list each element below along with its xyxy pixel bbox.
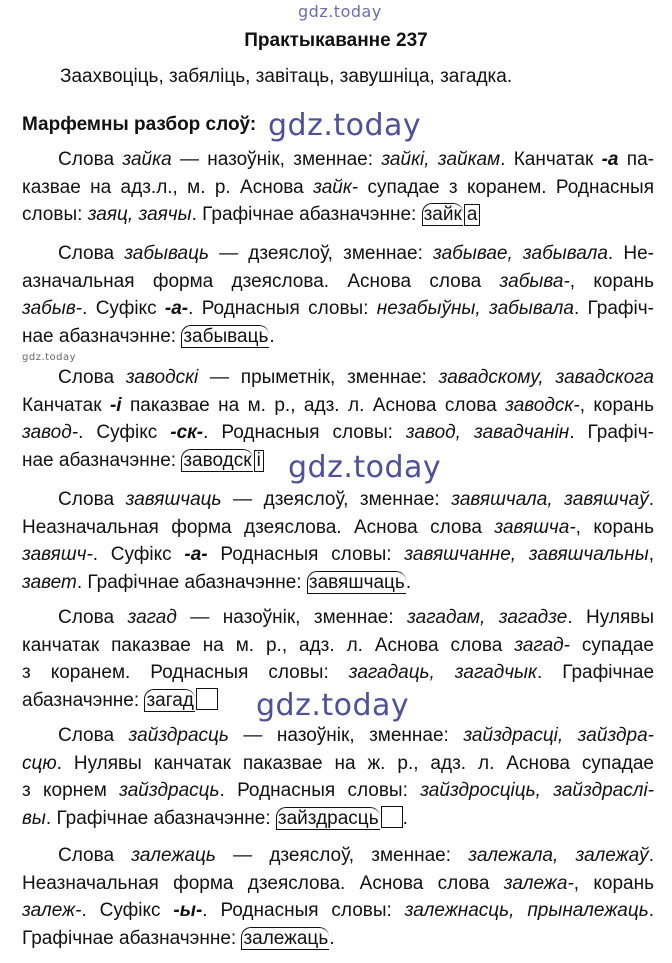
paragraph-zayzdrasc: Слова зайздрасць — назоўнік, зменнае: зайздрасці, зайздра- сцю. Нулявы канчатак паказвае на ж. р., адз. л. Аснова супадае з корнем зайздрасць. Роднасныя словы: зайздросціць, зайздраслі- вы. Графічнае абазначэнне: зайздрасць . — [22, 725, 655, 829]
watermark-small: gdz.today — [22, 352, 77, 363]
zero-ending-box — [381, 806, 403, 828]
morpheme-stem: зайздрасць — [277, 807, 379, 829]
paragraph-zavyashchac: Слова завяшчаць — дзеяслоў, зменнае: завяшчала, завяшчаў. Неазначальная форма дзеяслова. Аснова слова завяшча-, корань завяшч-. Суфікс -а- Роднасныя словы: завяшчанне, завяшчальны, завет. Графічнае абазначэнне: завяшчаць. — [22, 489, 654, 593]
ending-box: а — [464, 204, 481, 226]
watermark-3: gdz.today — [256, 688, 410, 723]
zero-ending-box — [196, 688, 218, 710]
watermark-2: gdz.today — [288, 450, 442, 485]
exercise-title: Практыкаванне 237 — [244, 30, 428, 51]
morpheme-stem: заводск — [183, 449, 252, 471]
paragraph-zayka: Слова зайка — назоўнік, зменнае: зайкі, зайкам. Канчатак -а па- казвае на адз.л., м. р. Аснова зайк- супадае з коранем. Роднасныя словы: заяц, заячы. Графічнае абазначэнне: зайк а — [22, 149, 654, 225]
paragraph-zalezhac: Слова залежаць — дзеяслоў, зменнае: залежала, залежаў. Неазначальная форма дзеяслова. Аснова слова залежа-, корань залеж-. Суфікс -ы-. Роднасныя словы: залежнасць, прыналежаць. Графічнае абазначэнне: залежаць. — [22, 845, 654, 949]
morpheme-stem: забываць — [183, 325, 269, 347]
word-list: Заахвоціць, забяліць, завітаць, завушніца, загадка. — [60, 66, 513, 87]
watermark-1: gdz.today — [268, 108, 422, 143]
morpheme-stem: зайк — [423, 204, 462, 225]
morpheme-stem: залежаць — [243, 927, 329, 949]
morpheme-stem: загад — [146, 689, 194, 711]
paragraph-zavodski: Слова заводскі — прыметнік, зменнае: завадскому, завадскога Канчатак -і паказвае на м. р., адз. л. Аснова слова заводск-, корань завод-. Суфікс -ск-. Роднасныя словы: завод, завадчанін. Графіч- нае абазначэнне: заводск і — [22, 367, 655, 471]
paragraph-zagad: Слова загад — назоўнік, зменнае: загадам, загадзе. Нулявы канчатак паказвае на м. р., адз. л. Аснова слова загад- супадае з коранем. Роднасныя словы: загадаць, загадчык. Графічнае абазначэнне: загад — [22, 607, 655, 711]
ending-box: і — [254, 450, 264, 472]
paragraph-zabyvac: Слова забываць — дзеяслоў, зменнае: забывае, забывала. Не- азначальная форма дзеяслова. Аснова слова забыва-, корань забыв-. Суфікс -а-. Роднасныя словы: незабыўны, забывала. Графіч- нае абазначэнне: забываць. — [22, 243, 654, 347]
section-heading: Марфемны разбор слоў: — [22, 114, 257, 135]
watermark-top: gdz.today — [298, 2, 382, 21]
morpheme-stem: завяшчаць — [308, 571, 405, 593]
